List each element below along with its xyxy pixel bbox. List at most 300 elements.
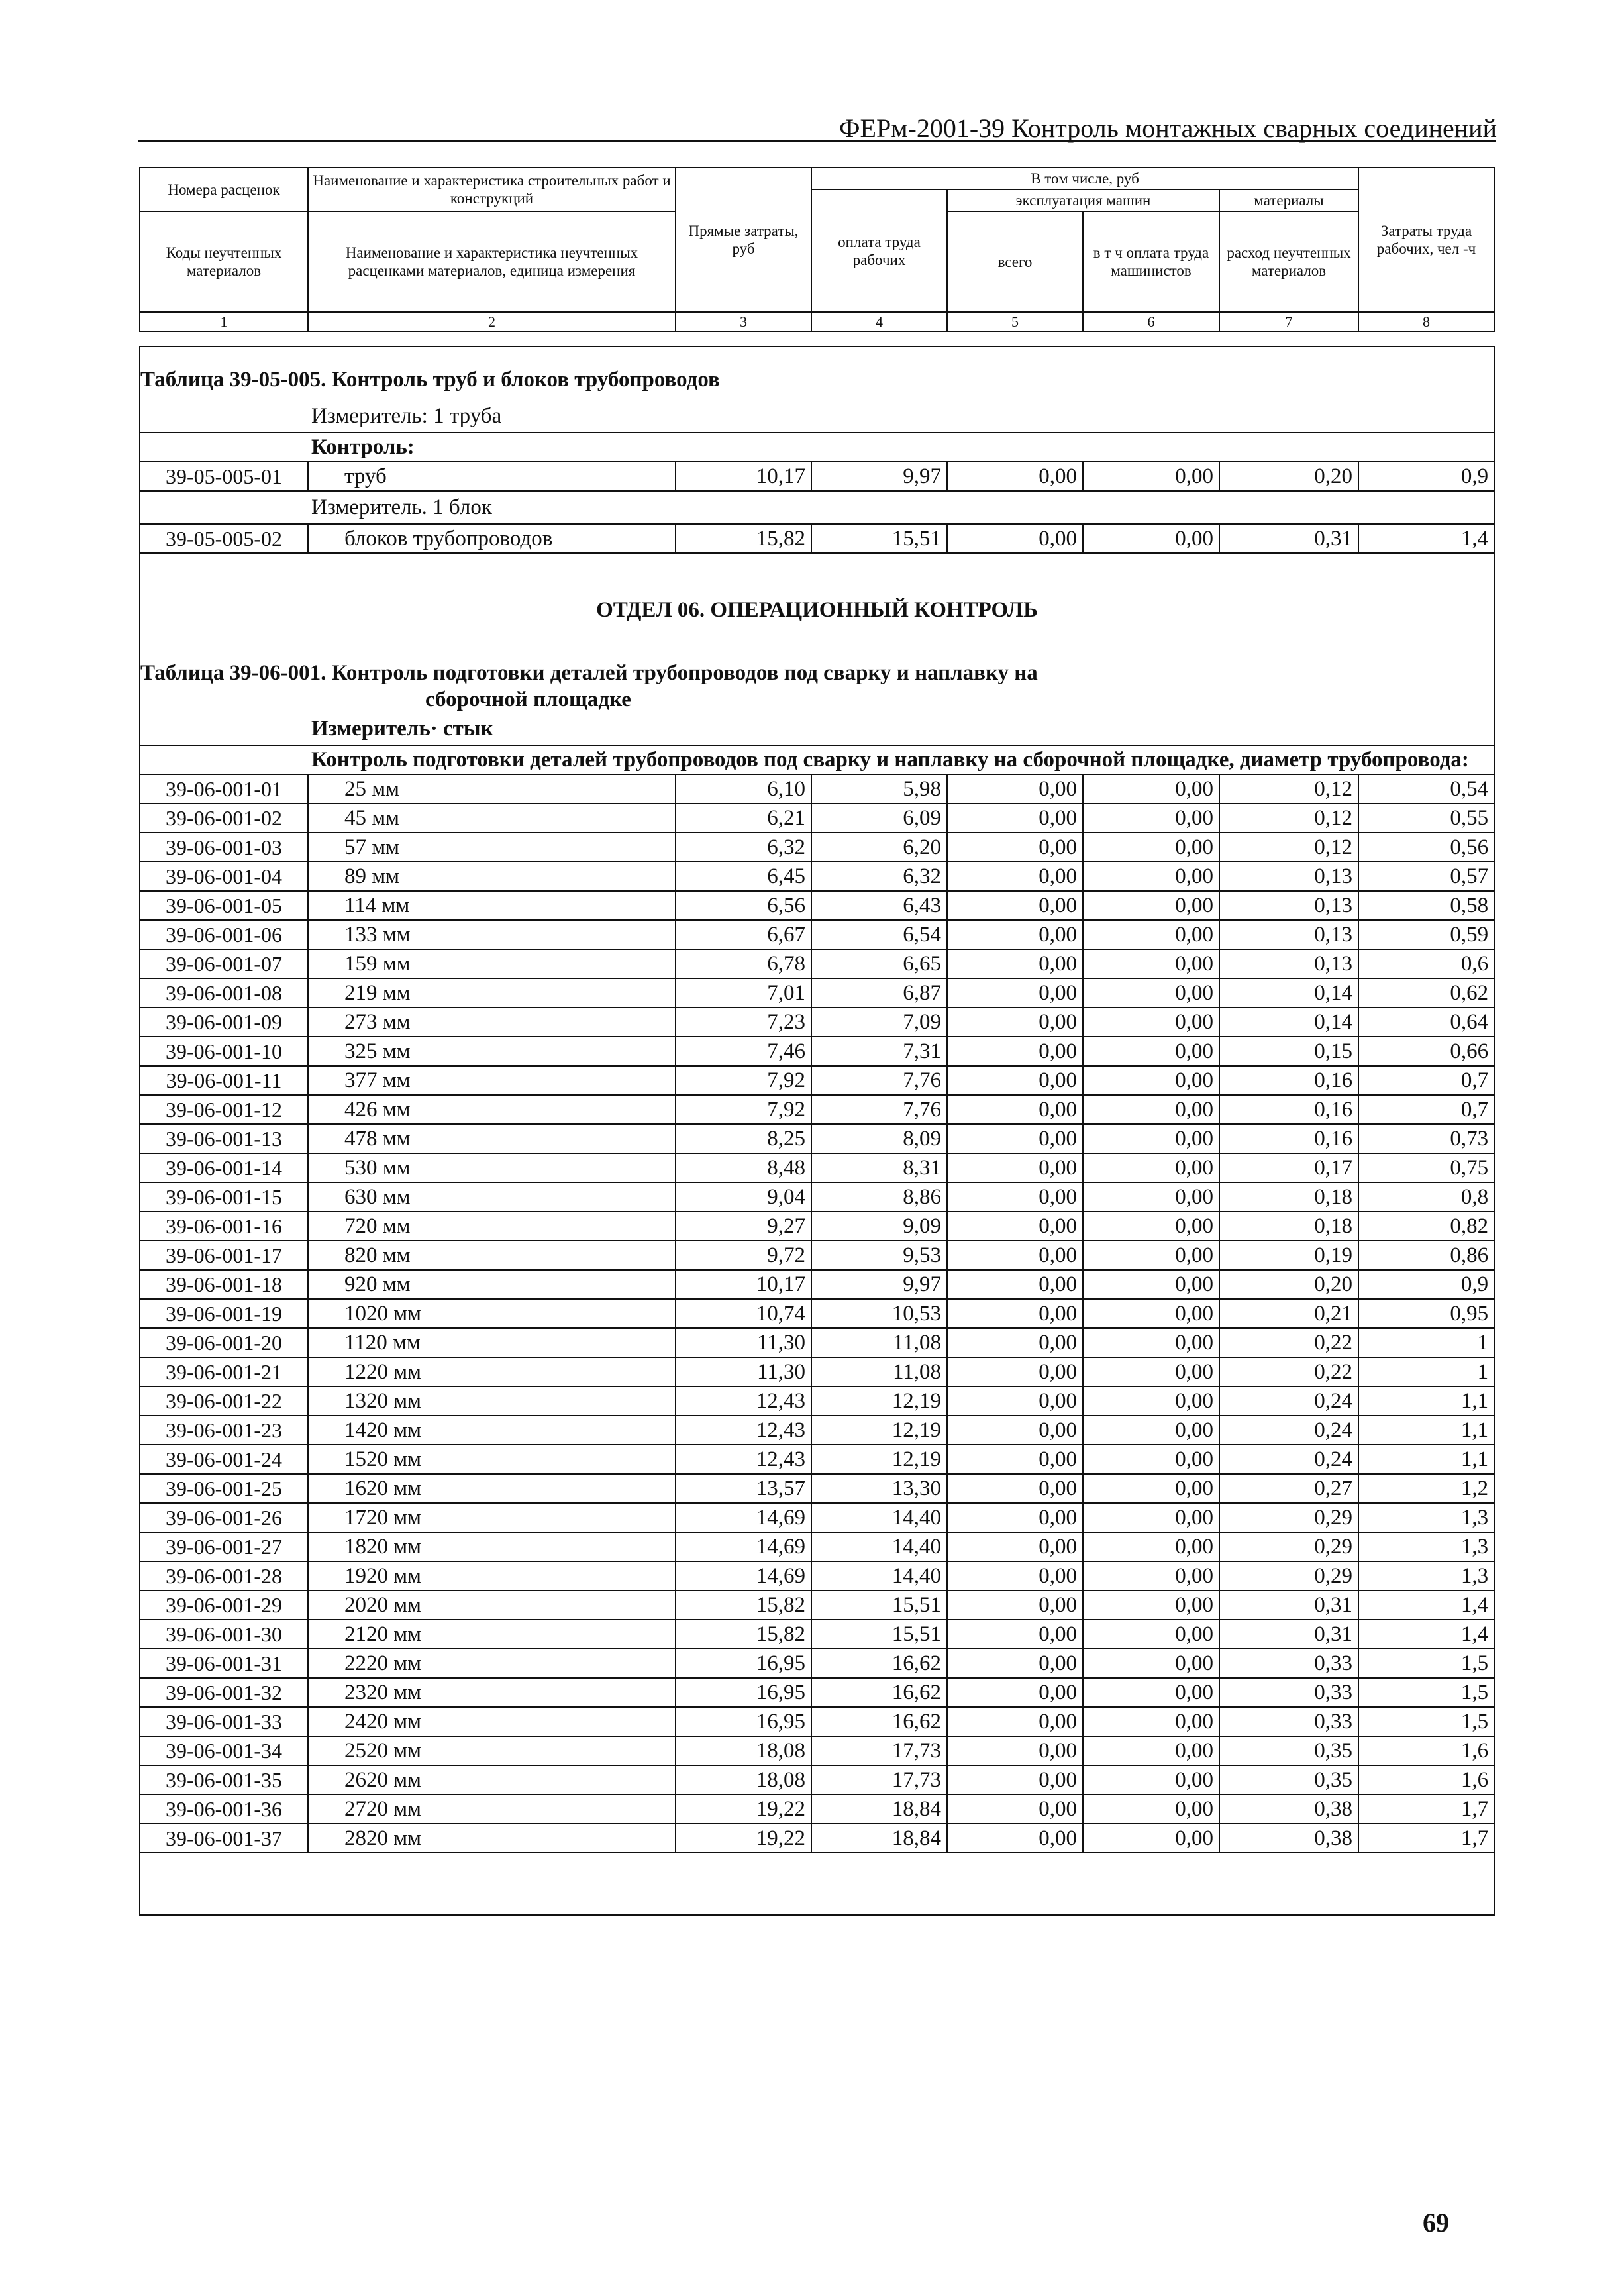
materials: 0,16: [1219, 1124, 1358, 1153]
machinists-pay: 0,00: [1083, 1386, 1219, 1416]
machines-total: 0,00: [947, 774, 1083, 804]
machines-total: 0,00: [947, 920, 1083, 949]
machinists-pay: 0,00: [1083, 524, 1219, 553]
rate-name: 1220 мм: [308, 1357, 676, 1386]
direct-costs: 10,74: [676, 1299, 811, 1328]
workers-pay: 12,19: [811, 1416, 947, 1445]
direct-costs: 8,48: [676, 1153, 811, 1182]
table-row: [140, 1008, 1494, 1037]
machines-total: 0,00: [947, 1153, 1083, 1182]
table-row: [140, 1182, 1494, 1212]
rate-code: 39-06-001-20: [140, 1328, 308, 1357]
machines-total: 0,00: [947, 891, 1083, 920]
machines-total: 0,00: [947, 949, 1083, 978]
col-number: 8: [1358, 312, 1494, 331]
machinists-pay: 0,00: [1083, 1357, 1219, 1386]
materials: 0,13: [1219, 920, 1358, 949]
labor-hours: 0,9: [1358, 462, 1494, 491]
rate-name: 820 мм: [308, 1241, 676, 1270]
materials: 0,24: [1219, 1445, 1358, 1474]
rate-code: 39-06-001-06: [140, 920, 308, 949]
machines-total: 0,00: [947, 1241, 1083, 1270]
workers-pay: 16,62: [811, 1678, 947, 1707]
workers-pay: 8,31: [811, 1153, 947, 1182]
table-row: [140, 1328, 1494, 1357]
rate-code: 39-06-001-37: [140, 1824, 308, 1853]
machines-total: 0,00: [947, 862, 1083, 891]
labor-hours: 0,7: [1358, 1066, 1494, 1095]
machines-total: 0,00: [947, 1212, 1083, 1241]
machinists-pay: 0,00: [1083, 1182, 1219, 1212]
machines-total: 0,00: [947, 1795, 1083, 1824]
table-row: [140, 1153, 1494, 1182]
rate-code: 39-06-001-29: [140, 1590, 308, 1620]
machinists-pay: 0,00: [1083, 920, 1219, 949]
rate-code: 39-06-001-26: [140, 1503, 308, 1532]
table-row: [140, 1241, 1494, 1270]
direct-costs: 14,69: [676, 1503, 811, 1532]
labor-hours: 0,64: [1358, 1008, 1494, 1037]
rate-code: 39-06-001-01: [140, 774, 308, 804]
labor-hours: 1,4: [1358, 524, 1494, 553]
labor-hours: 0,95: [1358, 1299, 1494, 1328]
labor-hours: 0,56: [1358, 833, 1494, 862]
materials: 0,29: [1219, 1503, 1358, 1532]
direct-costs: 12,43: [676, 1416, 811, 1445]
labor-hours: 1,1: [1358, 1386, 1494, 1416]
machinists-pay: 0,00: [1083, 833, 1219, 862]
materials: 0,13: [1219, 862, 1358, 891]
including-header: В том числе, руб: [811, 168, 1358, 189]
machinists-pay: 0,00: [1083, 1066, 1219, 1095]
rate-code: 39-06-001-28: [140, 1561, 308, 1590]
table-row: [140, 1707, 1494, 1736]
machinists-pay: 0,00: [1083, 1241, 1219, 1270]
labor-hours: 0,8: [1358, 1182, 1494, 1212]
rate-name: труб: [308, 462, 676, 491]
col4-header: оплата труда рабочих: [811, 189, 947, 312]
machinists-pay: 0,00: [1083, 1328, 1219, 1357]
machines-total: 0,00: [947, 1532, 1083, 1561]
machinists-pay: 0,00: [1083, 462, 1219, 491]
rate-name: блоков трубопроводов: [308, 524, 676, 553]
workers-pay: 9,97: [811, 462, 947, 491]
materials: 0,15: [1219, 1037, 1358, 1066]
rate-name: 1520 мм: [308, 1445, 676, 1474]
direct-costs: 7,23: [676, 1008, 811, 1037]
table-row: [140, 920, 1494, 949]
rate-name: 25 мм: [308, 774, 676, 804]
labor-hours: 0,55: [1358, 804, 1494, 833]
materials: 0,29: [1219, 1532, 1358, 1561]
rate-name: 89 мм: [308, 862, 676, 891]
table-row: [140, 1590, 1494, 1620]
materials: 0,14: [1219, 1008, 1358, 1037]
workers-pay: 14,40: [811, 1503, 947, 1532]
direct-costs: 12,43: [676, 1386, 811, 1416]
table-title-line2: сборочной площадке: [425, 688, 631, 711]
direct-costs: 12,43: [676, 1445, 811, 1474]
direct-costs: 10,17: [676, 462, 811, 491]
direct-costs: 9,72: [676, 1241, 811, 1270]
rate-name: 720 мм: [308, 1212, 676, 1241]
direct-costs: 6,32: [676, 833, 811, 862]
workers-pay: 15,51: [811, 1590, 947, 1620]
materials: 0,12: [1219, 833, 1358, 862]
direct-costs: 6,10: [676, 774, 811, 804]
unit-of-measure: Измеритель. 1 блок: [140, 491, 1494, 524]
labor-hours: 0,75: [1358, 1153, 1494, 1182]
table-row: [140, 804, 1494, 833]
rate-code: 39-06-001-14: [140, 1153, 308, 1182]
rate-code: 39-06-001-34: [140, 1736, 308, 1765]
rate-code: 39-06-001-24: [140, 1445, 308, 1474]
rate-code: 39-06-001-30: [140, 1620, 308, 1649]
workers-pay: 6,65: [811, 949, 947, 978]
table-row: [140, 1474, 1494, 1503]
machinists-pay: 0,00: [1083, 949, 1219, 978]
rate-code: 39-06-001-04: [140, 862, 308, 891]
table-row: [140, 1270, 1494, 1299]
workers-pay: 7,76: [811, 1066, 947, 1095]
materials: 0,35: [1219, 1736, 1358, 1765]
direct-costs: 15,82: [676, 1620, 811, 1649]
direct-costs: 18,08: [676, 1736, 811, 1765]
rate-name: 133 мм: [308, 920, 676, 949]
rate-code: 39-06-001-09: [140, 1008, 308, 1037]
machinists-pay: 0,00: [1083, 1445, 1219, 1474]
materials: 0,18: [1219, 1182, 1358, 1212]
workers-pay: 11,08: [811, 1357, 947, 1386]
machines-total: 0,00: [947, 462, 1083, 491]
machinists-pay: 0,00: [1083, 1532, 1219, 1561]
materials: 0,31: [1219, 1590, 1358, 1620]
direct-costs: 6,21: [676, 804, 811, 833]
machinists-pay: 0,00: [1083, 1503, 1219, 1532]
labor-hours: 0,66: [1358, 1037, 1494, 1066]
labor-hours: 1,6: [1358, 1765, 1494, 1795]
rate-name: 2520 мм: [308, 1736, 676, 1765]
direct-costs: 7,92: [676, 1066, 811, 1095]
direct-costs: 7,01: [676, 978, 811, 1008]
rate-name: 57 мм: [308, 833, 676, 862]
col1-top-header: Номера расценок: [140, 168, 308, 211]
machines-total: 0,00: [947, 1824, 1083, 1853]
machinists-pay: 0,00: [1083, 1416, 1219, 1445]
direct-costs: 7,92: [676, 1095, 811, 1124]
direct-costs: 13,57: [676, 1474, 811, 1503]
workers-pay: 8,86: [811, 1182, 947, 1212]
machinists-pay: 0,00: [1083, 1037, 1219, 1066]
machines-total: 0,00: [947, 524, 1083, 553]
materials: 0,12: [1219, 774, 1358, 804]
labor-hours: 1,2: [1358, 1474, 1494, 1503]
workers-pay: 17,73: [811, 1765, 947, 1795]
machinists-pay: 0,00: [1083, 1561, 1219, 1590]
materials: 0,17: [1219, 1153, 1358, 1182]
workers-pay: 6,20: [811, 833, 947, 862]
labor-hours: 0,86: [1358, 1241, 1494, 1270]
labor-hours: 0,73: [1358, 1124, 1494, 1153]
rate-code: 39-06-001-23: [140, 1416, 308, 1445]
machinists-pay: 0,00: [1083, 1095, 1219, 1124]
machinists-pay: 0,00: [1083, 1008, 1219, 1037]
table-row: [140, 1765, 1494, 1795]
machines-total: 0,00: [947, 1095, 1083, 1124]
materials: 0,33: [1219, 1678, 1358, 1707]
rate-name: 2020 мм: [308, 1590, 676, 1620]
direct-costs: 7,46: [676, 1037, 811, 1066]
rate-code: 39-06-001-35: [140, 1765, 308, 1795]
rate-name: 630 мм: [308, 1182, 676, 1212]
rates-table: [139, 346, 1495, 1916]
rate-name: 2720 мм: [308, 1795, 676, 1824]
labor-hours: 0,58: [1358, 891, 1494, 920]
labor-hours: 1,4: [1358, 1590, 1494, 1620]
machinists-pay: 0,00: [1083, 1707, 1219, 1736]
workers-pay: 6,32: [811, 862, 947, 891]
machinists-pay: 0,00: [1083, 862, 1219, 891]
direct-costs: 6,45: [676, 862, 811, 891]
materials: 0,12: [1219, 804, 1358, 833]
workers-pay: 9,97: [811, 1270, 947, 1299]
machines-total: 0,00: [947, 1590, 1083, 1620]
labor-hours: 1,4: [1358, 1620, 1494, 1649]
unit-of-measure: Измеритель· стык: [140, 713, 1494, 745]
rate-code: 39-05-005-01: [140, 462, 308, 491]
col5-header: всего: [947, 211, 1083, 312]
machinists-pay: 0,00: [1083, 1620, 1219, 1649]
workers-pay: 7,31: [811, 1037, 947, 1066]
col7-header: расход неучтенных материалов: [1219, 211, 1358, 312]
labor-hours: 1,3: [1358, 1532, 1494, 1561]
machines-total: 0,00: [947, 1707, 1083, 1736]
materials: 0,13: [1219, 949, 1358, 978]
labor-hours: 1,3: [1358, 1561, 1494, 1590]
direct-costs: 9,04: [676, 1182, 811, 1212]
machinists-pay: 0,00: [1083, 1736, 1219, 1765]
table-row: [140, 978, 1494, 1008]
direct-costs: 6,67: [676, 920, 811, 949]
labor-hours: 1,1: [1358, 1445, 1494, 1474]
machines-total: 0,00: [947, 1124, 1083, 1153]
rate-code: 39-06-001-07: [140, 949, 308, 978]
materials: 0,33: [1219, 1707, 1358, 1736]
materials: 0,16: [1219, 1095, 1358, 1124]
labor-hours: 1,7: [1358, 1824, 1494, 1853]
table-row: [140, 1795, 1494, 1824]
machines-total: 0,00: [947, 1620, 1083, 1649]
materials: 0,22: [1219, 1328, 1358, 1357]
direct-costs: 11,30: [676, 1357, 811, 1386]
labor-hours: 0,54: [1358, 774, 1494, 804]
workers-pay: 6,54: [811, 920, 947, 949]
table-row: [140, 1649, 1494, 1678]
machinists-pay: 0,00: [1083, 978, 1219, 1008]
workers-pay: 15,51: [811, 1620, 947, 1649]
materials: 0,29: [1219, 1561, 1358, 1590]
column-header-table: [139, 167, 1495, 332]
machines-total: 0,00: [947, 804, 1083, 833]
col-number: 7: [1219, 312, 1358, 331]
rate-name: 45 мм: [308, 804, 676, 833]
rate-code: 39-06-001-19: [140, 1299, 308, 1328]
materials: 0,14: [1219, 978, 1358, 1008]
machines-total: 0,00: [947, 1445, 1083, 1474]
col2-bottom-header: Наименование и характеристика неучтенных расценками материалов, единица измерения: [308, 211, 676, 312]
direct-costs: 9,27: [676, 1212, 811, 1241]
materials: 0,22: [1219, 1357, 1358, 1386]
labor-hours: 0,59: [1358, 920, 1494, 949]
materials: 0,13: [1219, 891, 1358, 920]
workers-pay: 11,08: [811, 1328, 947, 1357]
materials: 0,27: [1219, 1474, 1358, 1503]
table-row: [140, 1736, 1494, 1765]
materials: 0,16: [1219, 1066, 1358, 1095]
machines-total: 0,00: [947, 1503, 1083, 1532]
machinists-pay: 0,00: [1083, 774, 1219, 804]
machinists-pay: 0,00: [1083, 1270, 1219, 1299]
col8-header: Затраты труда рабочих, чел -ч: [1358, 168, 1494, 312]
direct-costs: 15,82: [676, 1590, 811, 1620]
rate-name: 1920 мм: [308, 1561, 676, 1590]
machines-total: 0,00: [947, 1649, 1083, 1678]
labor-hours: 1,5: [1358, 1678, 1494, 1707]
materials: 0,24: [1219, 1386, 1358, 1416]
rate-name: 2220 мм: [308, 1649, 676, 1678]
rate-code: 39-06-001-31: [140, 1649, 308, 1678]
rate-code: 39-06-001-11: [140, 1066, 308, 1095]
machinists-pay: 0,00: [1083, 1649, 1219, 1678]
rate-code: 39-06-001-08: [140, 978, 308, 1008]
table-row: [140, 1416, 1494, 1445]
labor-hours: 1: [1358, 1357, 1494, 1386]
machinists-pay: 0,00: [1083, 1299, 1219, 1328]
labor-hours: 0,6: [1358, 949, 1494, 978]
materials: 0,31: [1219, 524, 1358, 553]
workers-pay: 10,53: [811, 1299, 947, 1328]
rate-code: 39-06-001-16: [140, 1212, 308, 1241]
direct-costs: 19,22: [676, 1824, 811, 1853]
machines-total: 0,00: [947, 1736, 1083, 1765]
workers-pay: 9,53: [811, 1241, 947, 1270]
materials-group-header: материалы: [1219, 189, 1358, 211]
machines-total: 0,00: [947, 1416, 1083, 1445]
rate-code: 39-06-001-12: [140, 1095, 308, 1124]
labor-hours: 1,5: [1358, 1649, 1494, 1678]
machinists-pay: 0,00: [1083, 1824, 1219, 1853]
direct-costs: 8,25: [676, 1124, 811, 1153]
rate-name: 1820 мм: [308, 1532, 676, 1561]
rate-name: 530 мм: [308, 1153, 676, 1182]
materials: 0,20: [1219, 462, 1358, 491]
table-row: [140, 891, 1494, 920]
machines-total: 0,00: [947, 978, 1083, 1008]
rate-name: 478 мм: [308, 1124, 676, 1153]
rate-name: 325 мм: [308, 1037, 676, 1066]
machinists-pay: 0,00: [1083, 1474, 1219, 1503]
rate-code: 39-06-001-05: [140, 891, 308, 920]
workers-pay: 17,73: [811, 1736, 947, 1765]
col-number: 5: [947, 312, 1083, 331]
direct-costs: 16,95: [676, 1678, 811, 1707]
col3-header: Прямые затраты, руб: [676, 168, 811, 312]
direct-costs: 14,69: [676, 1532, 811, 1561]
workers-pay: 6,87: [811, 978, 947, 1008]
labor-hours: 0,62: [1358, 978, 1494, 1008]
rate-name: 426 мм: [308, 1095, 676, 1124]
materials: 0,21: [1219, 1299, 1358, 1328]
running-header: ФЕРм-2001-39 Контроль монтажных сварных соединений: [838, 113, 1497, 143]
direct-costs: 6,78: [676, 949, 811, 978]
materials: 0,24: [1219, 1416, 1358, 1445]
rate-code: 39-06-001-02: [140, 804, 308, 833]
machines-total: 0,00: [947, 1765, 1083, 1795]
machines-total: 0,00: [947, 1561, 1083, 1590]
table-row: [140, 1561, 1494, 1590]
rate-name: 2620 мм: [308, 1765, 676, 1795]
table-row: [140, 1532, 1494, 1561]
workers-pay: 12,19: [811, 1386, 947, 1416]
direct-costs: 10,17: [676, 1270, 811, 1299]
direct-costs: 19,22: [676, 1795, 811, 1824]
rate-name: 1120 мм: [308, 1328, 676, 1357]
labor-hours: 1,7: [1358, 1795, 1494, 1824]
rate-code: 39-06-001-13: [140, 1124, 308, 1153]
machines-total: 0,00: [947, 1066, 1083, 1095]
materials: 0,20: [1219, 1270, 1358, 1299]
table-row: [140, 862, 1494, 891]
machines-group-header: эксплуатация машин: [947, 189, 1219, 211]
materials: 0,31: [1219, 1620, 1358, 1649]
table-row: [140, 524, 1494, 553]
table-row: [140, 1503, 1494, 1532]
rate-code: 39-06-001-33: [140, 1707, 308, 1736]
header-rule: [138, 140, 1496, 142]
machinists-pay: 0,00: [1083, 804, 1219, 833]
machines-total: 0,00: [947, 1328, 1083, 1357]
unit-of-measure: Измеритель: 1 труба: [140, 400, 1494, 433]
rate-name: 159 мм: [308, 949, 676, 978]
section-title: ОТДЕЛ 06. ОПЕРАЦИОННЫЙ КОНТРОЛЬ: [596, 598, 1038, 622]
machines-total: 0,00: [947, 1386, 1083, 1416]
machinists-pay: 0,00: [1083, 1678, 1219, 1707]
labor-hours: 1,6: [1358, 1736, 1494, 1765]
table-bottom-spacer: [140, 1853, 1494, 1915]
page-number: 69: [1423, 2208, 1449, 2238]
rate-code: 39-06-001-32: [140, 1678, 308, 1707]
table-row: [140, 774, 1494, 804]
table-row: [140, 949, 1494, 978]
labor-hours: 0,57: [1358, 862, 1494, 891]
table-title: Таблица 39-05-005. Контроль труб и блоков трубопроводов: [140, 368, 720, 391]
materials: 0,18: [1219, 1212, 1358, 1241]
col-number: 2: [308, 312, 676, 331]
rate-name: 2120 мм: [308, 1620, 676, 1649]
table-row: [140, 1678, 1494, 1707]
col2-top-header: Наименование и характеристика строительных работ и конструкций: [308, 168, 676, 211]
rate-code: 39-06-001-03: [140, 833, 308, 862]
machines-total: 0,00: [947, 1037, 1083, 1066]
table-row: [140, 1095, 1494, 1124]
rate-name: 1720 мм: [308, 1503, 676, 1532]
direct-costs: 15,82: [676, 524, 811, 553]
workers-pay: 8,09: [811, 1124, 947, 1153]
machines-total: 0,00: [947, 1474, 1083, 1503]
rate-name: 219 мм: [308, 978, 676, 1008]
rate-name: 273 мм: [308, 1008, 676, 1037]
rate-code: 39-06-001-10: [140, 1037, 308, 1066]
